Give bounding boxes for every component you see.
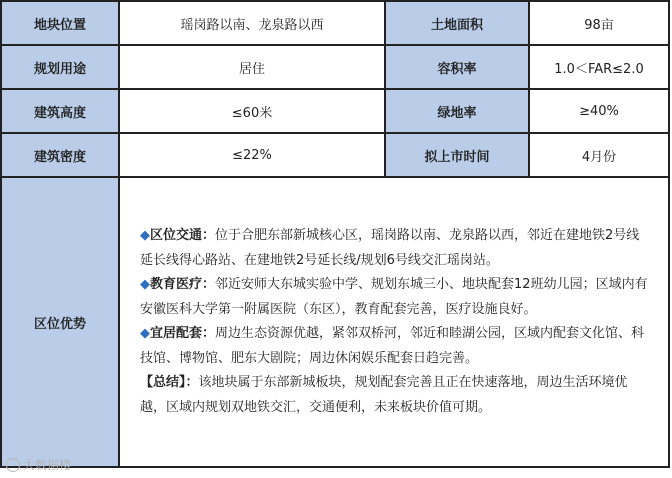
diamond-icon: ◆ xyxy=(140,277,150,292)
value-land-area: 98亩 xyxy=(529,1,669,45)
paragraph-livability xyxy=(140,322,650,371)
diamond-icon: ◆ xyxy=(140,228,150,243)
paragraph-text: 位于合肥东部新城核心区，瑶岗路以南、龙泉路以西，邻近在建地铁2号线延长线得心路站、在建地铁2号延长线/规划6号线交汇瑶岗站。 xyxy=(140,228,640,268)
watermark xyxy=(6,456,71,473)
table-row xyxy=(1,1,669,45)
paragraph-text: 周边生态资源优越，紧邻双桥河，邻近和睦湖公园，区域内配套文化馆、科技馆、博物馆、肥东大剧院；周边休闲娱乐配套日趋完善。 xyxy=(140,326,645,366)
label-location: 地块位置 xyxy=(1,1,119,45)
paragraph-summary xyxy=(140,371,650,420)
paragraph-transport xyxy=(140,224,650,273)
label-green-ratio: 绿地率 xyxy=(385,89,529,133)
value-planned-use: 居住 xyxy=(119,45,385,89)
paragraph-text: 该地块属于东部新城板块，规划配套完善且正在快速落地，周边生活环境优越，区域内规划双地铁交汇，交通便利，未来板块价值可期。 xyxy=(140,375,628,415)
value-green-ratio: ≥40% xyxy=(529,89,669,133)
paragraph-heading: 【总结】 xyxy=(140,375,186,390)
value-plot-ratio: 1.0＜FAR≤2.0 xyxy=(529,45,669,89)
diamond-icon: ◆ xyxy=(140,326,150,341)
paragraph-education xyxy=(140,273,650,322)
watermark-text: 大数据楼 xyxy=(23,458,72,472)
paragraph-separator: ： xyxy=(185,375,199,390)
paragraph-separator: ： xyxy=(202,277,216,292)
paragraph-text: 邻近安师大东城实验中学、规划东城三小、地块配套12班幼儿园；区域内有安徽医科大学第一附属医院（东区），教育配套完善，医疗设施良好。 xyxy=(140,277,648,317)
label-plot-ratio: 容积率 xyxy=(385,45,529,89)
label-land-area: 土地面积 xyxy=(385,1,529,45)
watermark-logo-icon xyxy=(6,458,20,472)
label-listing-time: 拟上市时间 xyxy=(385,133,529,177)
value-building-height: ≤60米 xyxy=(119,89,385,133)
label-location-advantage: 区位优势 xyxy=(1,177,119,467)
label-building-height: 建筑高度 xyxy=(1,89,119,133)
paragraph-heading: 教育医疗 xyxy=(150,277,203,292)
label-planned-use: 规划用途 xyxy=(1,45,119,89)
table-row xyxy=(1,45,669,89)
table-row xyxy=(1,89,669,133)
value-location: 瑶岗路以南、龙泉路以西 xyxy=(119,1,385,45)
label-building-density: 建筑密度 xyxy=(1,133,119,177)
paragraph-heading: 宜居配套 xyxy=(150,326,203,341)
table-row xyxy=(1,177,669,467)
paragraph-heading: 区位交通 xyxy=(150,228,203,243)
table-row xyxy=(1,133,669,177)
location-advantage-text xyxy=(119,177,669,467)
paragraph-separator: ： xyxy=(202,326,216,341)
paragraph-separator: ： xyxy=(202,228,216,243)
value-building-density: ≤22% xyxy=(119,133,385,177)
value-listing-time: 4月份 xyxy=(529,133,669,177)
